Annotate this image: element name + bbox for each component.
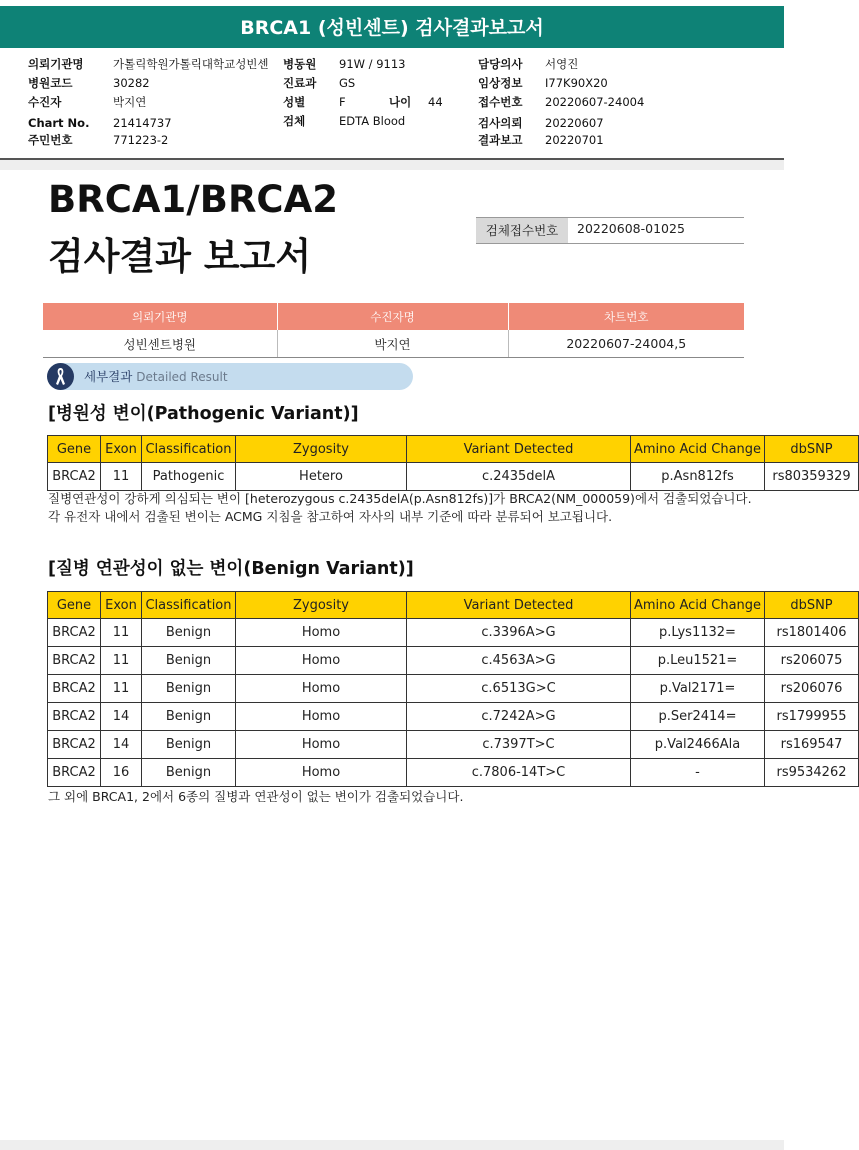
benign-table-cell: rs1799955 bbox=[765, 703, 859, 731]
benign-table-cell: rs206075 bbox=[765, 647, 859, 675]
benign-table-cell: Benign bbox=[142, 619, 236, 647]
hospital-code-label: 병원코드 bbox=[28, 76, 73, 90]
detailed-result-title bbox=[84, 363, 228, 391]
benign-table-cell: Homo bbox=[236, 647, 407, 675]
benign-table-cell: Benign bbox=[142, 675, 236, 703]
report-header-title: BRCA1 (성빈센트) 검사결과보고서 bbox=[0, 6, 784, 48]
pathogenic-column-header: Gene bbox=[48, 436, 101, 463]
clinical-value: I77K90X20 bbox=[545, 76, 608, 90]
benign-table-cell: Benign bbox=[142, 703, 236, 731]
request-date-label: 검사의뢰 bbox=[478, 116, 523, 130]
benign-table-cell: BRCA2 bbox=[48, 703, 101, 731]
benign-column-header: Classification bbox=[142, 592, 236, 619]
ward-value: 91W / 9113 bbox=[339, 57, 406, 71]
benign-table-cell: BRCA2 bbox=[48, 647, 101, 675]
benign-table-cell: 11 bbox=[101, 647, 142, 675]
hospital-code-value: 30282 bbox=[113, 76, 150, 90]
benign-table-cell: 16 bbox=[101, 759, 142, 787]
patient-info-table bbox=[43, 303, 744, 358]
report-date-value: 20220701 bbox=[545, 133, 604, 147]
dept-value: GS bbox=[339, 76, 356, 90]
benign-table-cell: Benign bbox=[142, 647, 236, 675]
benign-column-header: Amino Acid Change bbox=[631, 592, 765, 619]
pathogenic-table-row bbox=[48, 463, 859, 491]
clinical-label: 임상정보 bbox=[478, 76, 523, 90]
specimen-receipt-box bbox=[476, 217, 744, 244]
header-gap bbox=[0, 160, 784, 170]
benign-table-cell: Homo bbox=[236, 703, 407, 731]
benign-table-cell: BRCA2 bbox=[48, 731, 101, 759]
benign-table-cell: BRCA2 bbox=[48, 759, 101, 787]
detailed-result-banner bbox=[47, 363, 413, 390]
institution-value: 가톨릭학원가톨릭대학교성빈센 bbox=[113, 57, 269, 71]
info-header-patient: 수진자명 bbox=[277, 303, 508, 330]
benign-table-row bbox=[48, 759, 859, 787]
specimen-value: EDTA Blood bbox=[339, 114, 406, 128]
ribbon-icon bbox=[47, 363, 74, 390]
age-label: 나이 bbox=[389, 95, 412, 109]
detailed-result-label: 세부결과 bbox=[84, 369, 133, 384]
benign-table-cell: rs9534262 bbox=[765, 759, 859, 787]
sex-label: 성별 bbox=[283, 95, 306, 109]
benign-table-cell: 14 bbox=[101, 703, 142, 731]
pathogenic-table-cell: BRCA2 bbox=[48, 463, 101, 491]
info-value-institution: 성빈센트병원 bbox=[43, 330, 277, 358]
chart-label: Chart No. bbox=[28, 116, 90, 130]
pathogenic-column-header: Variant Detected bbox=[407, 436, 631, 463]
pathogenic-column-header: Zygosity bbox=[236, 436, 407, 463]
detailed-result-sub: Detailed Result bbox=[136, 370, 228, 384]
pathogenic-table-cell: Hetero bbox=[236, 463, 407, 491]
doctor-label: 담당의사 bbox=[478, 57, 523, 71]
benign-table-cell: c.3396A>G bbox=[407, 619, 631, 647]
patient-label: 수진자 bbox=[28, 95, 62, 109]
specimen-receipt-value: 20220608-01025 bbox=[577, 221, 685, 236]
benign-table-cell: 11 bbox=[101, 675, 142, 703]
benign-table-cell: c.7242A>G bbox=[407, 703, 631, 731]
benign-table-cell: p.Val2171= bbox=[631, 675, 765, 703]
benign-table-cell: p.Val2466Ala bbox=[631, 731, 765, 759]
benign-table-row bbox=[48, 619, 859, 647]
pathogenic-table-cell: Pathogenic bbox=[142, 463, 236, 491]
benign-table-cell: BRCA2 bbox=[48, 619, 101, 647]
pathogenic-note-2: 각 유전자 내에서 검출된 변이는 ACMG 지침을 참고하여 자사의 내부 기준에 따라 분류되어 보고됩니다. bbox=[48, 509, 613, 524]
info-value-patient: 박지연 bbox=[277, 330, 508, 358]
benign-table-cell: Homo bbox=[236, 619, 407, 647]
benign-table-row bbox=[48, 675, 859, 703]
benign-table-row bbox=[48, 731, 859, 759]
pathogenic-table-cell: c.2435delA bbox=[407, 463, 631, 491]
specimen-label: 검체 bbox=[283, 114, 306, 128]
ward-label: 병동원 bbox=[283, 57, 317, 71]
pathogenic-section-title: [병원성 변이(Pathogenic Variant)] bbox=[48, 404, 359, 424]
benign-table-cell: p.Leu1521= bbox=[631, 647, 765, 675]
rrn-value: 771223-2 bbox=[113, 133, 169, 147]
report-title-line1: BRCA1/BRCA2 bbox=[48, 178, 338, 221]
chart-value: 21414737 bbox=[113, 116, 172, 130]
doctor-value: 서영진 bbox=[545, 57, 579, 71]
benign-section-title: [질병 연관성이 없는 변이(Benign Variant)] bbox=[48, 559, 414, 579]
receipt-value: 20220607-24004 bbox=[545, 95, 645, 109]
info-value-chart: 20220607-24004,5 bbox=[508, 330, 744, 358]
benign-table-cell: Homo bbox=[236, 731, 407, 759]
benign-column-header: Exon bbox=[101, 592, 142, 619]
benign-column-header: Zygosity bbox=[236, 592, 407, 619]
pathogenic-column-header: Classification bbox=[142, 436, 236, 463]
patient-value: 박지연 bbox=[113, 95, 147, 109]
benign-table-cell: c.7806-14T>C bbox=[407, 759, 631, 787]
benign-table-cell: 11 bbox=[101, 619, 142, 647]
benign-table-cell: BRCA2 bbox=[48, 675, 101, 703]
benign-table-cell: p.Lys1132= bbox=[631, 619, 765, 647]
pathogenic-note-1: 질병연관성이 강하게 의심되는 변이 [heterozygous c.2435delA(p.Asn812fs)]가 BRCA2(NM_000059)에서 검출되었습니다. bbox=[48, 491, 752, 506]
benign-table-cell: Homo bbox=[236, 675, 407, 703]
benign-table-cell: c.4563A>G bbox=[407, 647, 631, 675]
benign-table-cell: rs1801406 bbox=[765, 619, 859, 647]
receipt-label: 접수번호 bbox=[478, 95, 523, 109]
benign-column-header: Variant Detected bbox=[407, 592, 631, 619]
benign-table-cell: p.Ser2414= bbox=[631, 703, 765, 731]
benign-note: 그 외에 BRCA1, 2에서 6종의 질병과 연관성이 없는 변이가 검출되었습니다. bbox=[48, 789, 464, 804]
rrn-label: 주민번호 bbox=[28, 133, 73, 147]
age-value: 44 bbox=[428, 95, 443, 109]
info-header-institution: 의뢰기관명 bbox=[43, 303, 277, 330]
sex-value: F bbox=[339, 95, 346, 109]
institution-label: 의뢰기관명 bbox=[28, 57, 84, 71]
benign-table-cell: Benign bbox=[142, 731, 236, 759]
benign-table-cell: c.7397T>C bbox=[407, 731, 631, 759]
pathogenic-column-header: Amino Acid Change bbox=[631, 436, 765, 463]
benign-table-row bbox=[48, 647, 859, 675]
info-header-chart: 차트번호 bbox=[508, 303, 744, 330]
pathogenic-table-cell: 11 bbox=[101, 463, 142, 491]
report-title-line2: 검사결과 보고서 bbox=[48, 235, 312, 278]
benign-column-header: Gene bbox=[48, 592, 101, 619]
specimen-receipt-label: 검체접수번호 bbox=[476, 218, 568, 243]
benign-table-cell: c.6513G>C bbox=[407, 675, 631, 703]
benign-table-cell: - bbox=[631, 759, 765, 787]
pathogenic-variant-table bbox=[47, 435, 859, 491]
request-date-value: 20220607 bbox=[545, 116, 604, 130]
page-bottom-gap bbox=[0, 1140, 784, 1150]
benign-table-cell: Benign bbox=[142, 759, 236, 787]
pathogenic-table-cell: p.Asn812fs bbox=[631, 463, 765, 491]
report-date-label: 결과보고 bbox=[478, 133, 523, 147]
benign-variant-table bbox=[47, 591, 859, 787]
benign-column-header: dbSNP bbox=[765, 592, 859, 619]
dept-label: 진료과 bbox=[283, 76, 317, 90]
pathogenic-column-header: Exon bbox=[101, 436, 142, 463]
pathogenic-column-header: dbSNP bbox=[765, 436, 859, 463]
benign-table-cell: Homo bbox=[236, 759, 407, 787]
benign-table-cell: rs206076 bbox=[765, 675, 859, 703]
benign-table-cell: rs169547 bbox=[765, 731, 859, 759]
pathogenic-table-cell: rs80359329 bbox=[765, 463, 859, 491]
benign-table-cell: 14 bbox=[101, 731, 142, 759]
benign-table-row bbox=[48, 703, 859, 731]
